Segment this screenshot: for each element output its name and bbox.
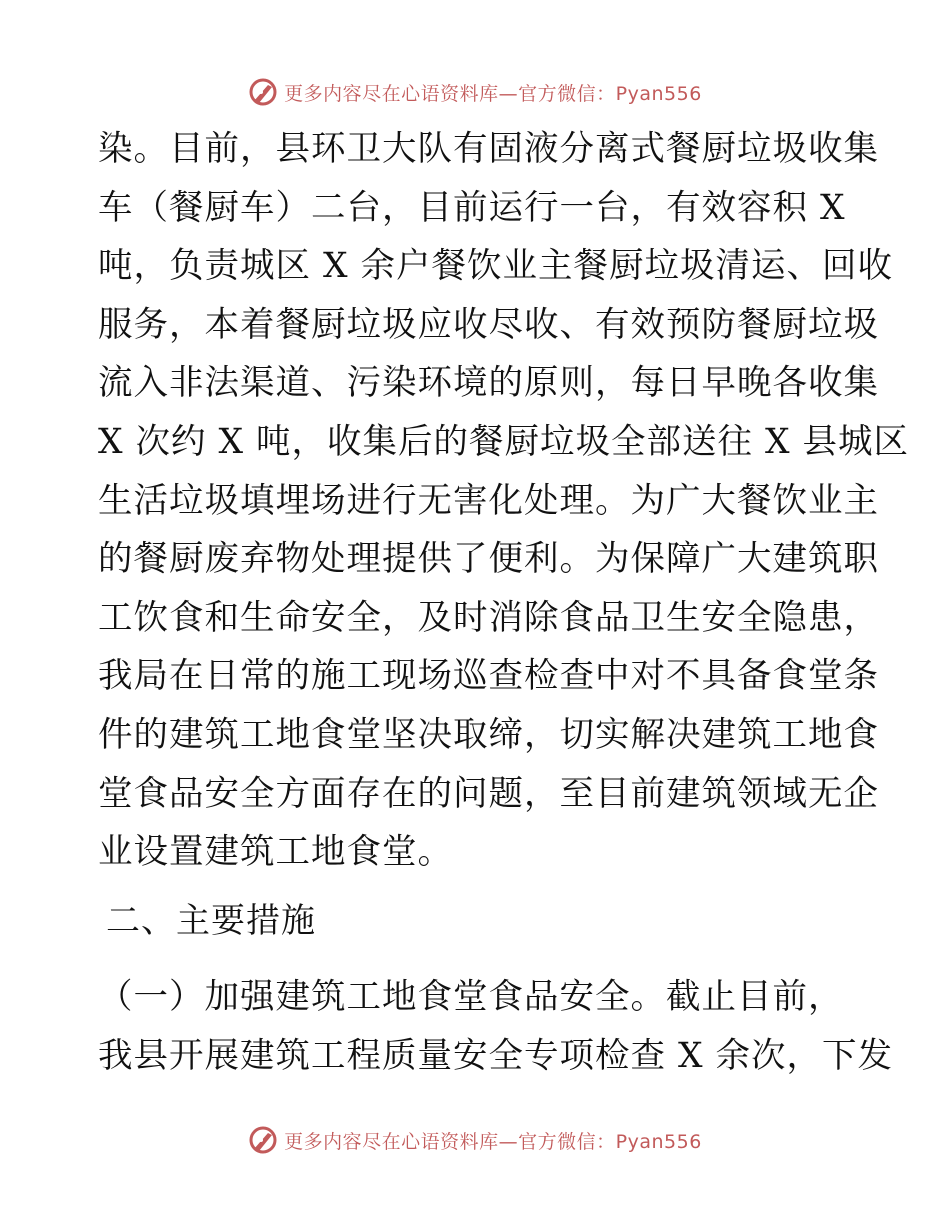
- text-line: 的餐厨废弃物处理提供了便利。为保障广大建筑职: [98, 539, 879, 580]
- text-line: 服务，本着餐厨垃圾应收尽收、有效预防餐厨垃圾: [98, 304, 879, 345]
- text-line: 堂食品安全方面存在的问题，至目前建筑领域无企: [98, 773, 879, 814]
- watermark-text: 更多内容尽在心语资料库—官方微信：Pyan556: [284, 82, 702, 105]
- text-line: 染。目前，县环卫大队有固液分离式餐厨垃圾收集: [98, 129, 879, 169]
- text-line: X 次约 X 吨，收集后的餐厨垃圾全部送往 X 县城区: [98, 421, 910, 462]
- body-paragraph: [98, 120, 910, 882]
- text-line: 吨，负责城区 X 余户餐饮业主餐厨垃圾清运、回收: [98, 246, 893, 287]
- footer-watermark: [0, 1120, 950, 1160]
- text-line: （一）加强建筑工地食堂食品安全。截止目前，: [98, 977, 844, 1017]
- text-line: 车（餐厨车）二台，目前运行一台，有效容积 X: [98, 187, 846, 228]
- section-heading: 二、主要措施: [106, 901, 316, 941]
- text-line: 业设置建筑工地食堂。: [98, 832, 453, 873]
- text-line: 我县开展建筑工程质量安全专项检查 X 余次，下发: [98, 1035, 893, 1076]
- header-watermark: [0, 72, 950, 112]
- text-line: 生活垃圾填埋场进行无害化处理。为广大餐饮业主: [98, 480, 879, 521]
- section-paragraph: [98, 968, 893, 1085]
- pen-logo-icon: [248, 1125, 278, 1155]
- text-line: 工饮食和生命安全，及时消除食品卫生安全隐患，: [98, 597, 879, 638]
- text-line: 件的建筑工地食堂坚决取缔，切实解决建筑工地食: [98, 714, 879, 755]
- pen-logo-icon: [248, 77, 278, 107]
- text-line: 我局在日常的施工现场巡查检查中对不具备食堂条: [98, 656, 879, 697]
- text-line: 流入非法渠道、污染环境的原则，每日早晚各收集: [98, 363, 879, 404]
- watermark-text: 更多内容尽在心语资料库—官方微信：Pyan556: [284, 1130, 702, 1153]
